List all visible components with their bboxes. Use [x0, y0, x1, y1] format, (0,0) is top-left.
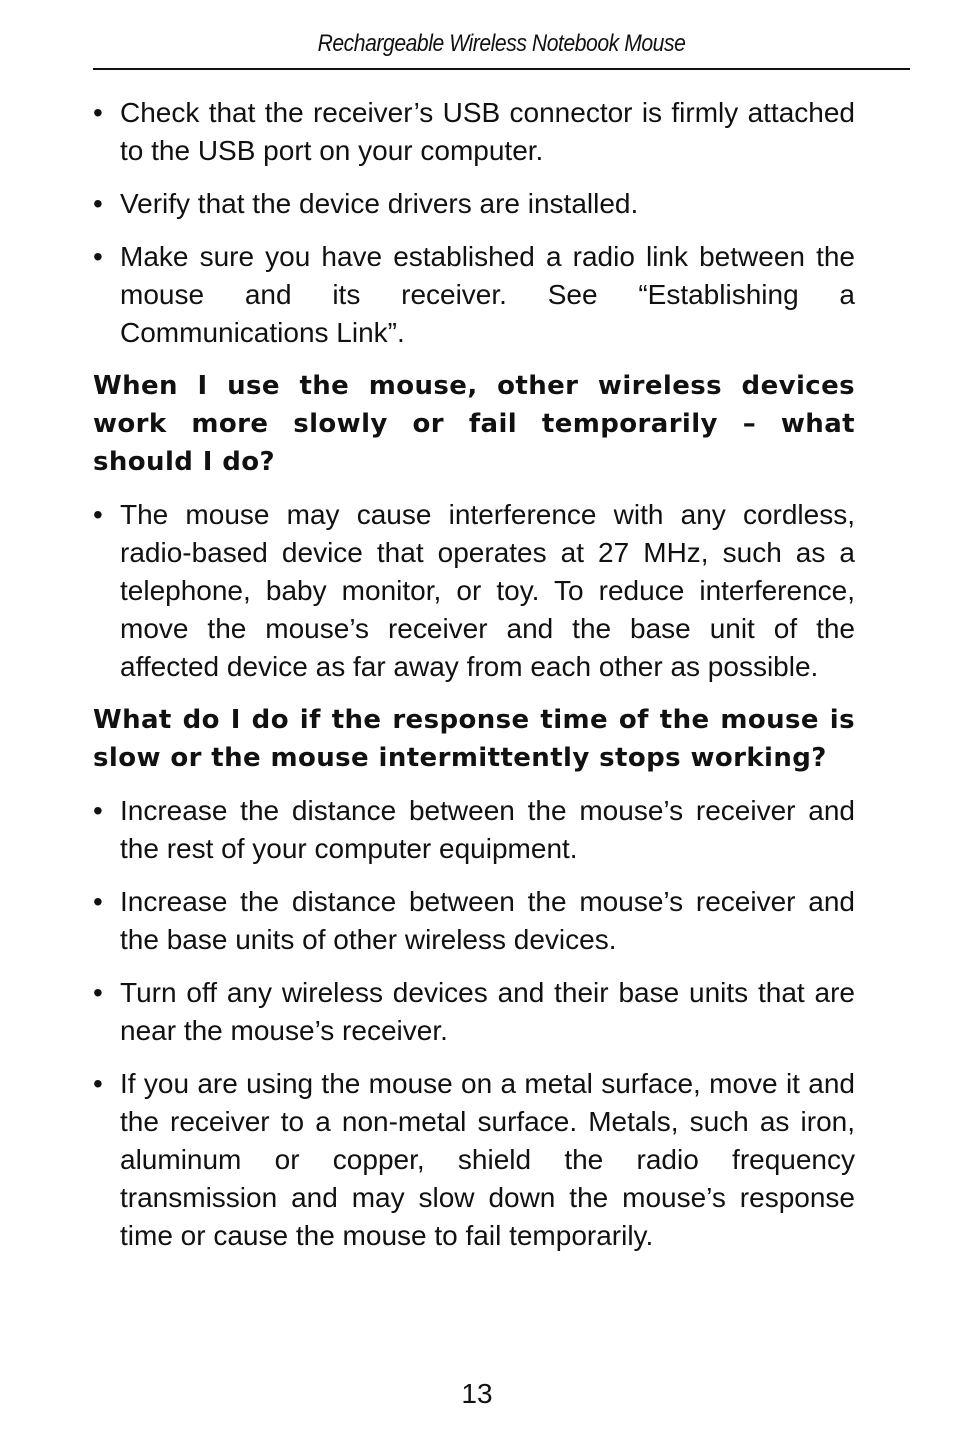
page-content [93, 94, 855, 1270]
bullet-item [93, 94, 855, 170]
bullet-glyph: • [93, 1068, 103, 1099]
bullet-item [93, 792, 855, 868]
bullet-glyph: • [93, 241, 103, 272]
bullet-text: Turn off any wireless devices and their base units that are near the mouse’s receiver. [120, 977, 855, 1046]
bullet-item [93, 238, 855, 352]
bullet-text: Increase the distance between the mouse’s receiver and the base units of other wireless devices. [120, 886, 855, 955]
bullet-text: Verify that the device drivers are installed. [120, 188, 639, 219]
bullet-glyph: • [93, 886, 103, 917]
section-heading: When I use the mouse, other wireless devices work more slowly or fail temporarily – what should I do? [93, 371, 855, 477]
header-title: Rechargeable Wireless Notebook Mouse [317, 30, 686, 57]
bullet-text: Increase the distance between the mouse’s receiver and the rest of your computer equipment. [120, 795, 855, 864]
bullet-glyph: • [93, 97, 103, 128]
bullet-item [93, 1065, 855, 1255]
bullet-glyph: • [93, 188, 103, 219]
bullet-text: Make sure you have established a radio link between the mouse and its receiver. See “Establishing a Communications Link”. [120, 241, 855, 348]
bullet-glyph: • [93, 499, 103, 530]
bullet-item [93, 185, 855, 223]
bullet-glyph: • [93, 977, 103, 1008]
bullet-text: If you are using the mouse on a metal surface, move it and the receiver to a non-metal surface. Metals, such as iron, aluminum or copper, shield the radio frequency transmission and may slow down the mouse’s response time or cause the mouse to fail temporarily. [120, 1068, 855, 1251]
bullet-text: Check that the receiver’s USB connector is firmly attached to the USB port on your computer. [120, 97, 855, 166]
bullet-item [93, 974, 855, 1050]
page-number: 13 [461, 1378, 493, 1409]
bullet-item [93, 496, 855, 686]
page-header [93, 28, 910, 70]
bullet-glyph: • [93, 795, 103, 826]
bullet-item [93, 883, 855, 959]
section-heading: What do I do if the response time of the mouse is slow or the mouse intermittently stops working? [93, 705, 855, 773]
bullet-text: The mouse may cause interference with any cordless, radio-based device that operates at 27 MHz, such as a telephone, baby monitor, or toy. To reduce interference, move the mouse’s receiver and the base unit of the affected device as far away from each other as possible. [120, 499, 855, 682]
